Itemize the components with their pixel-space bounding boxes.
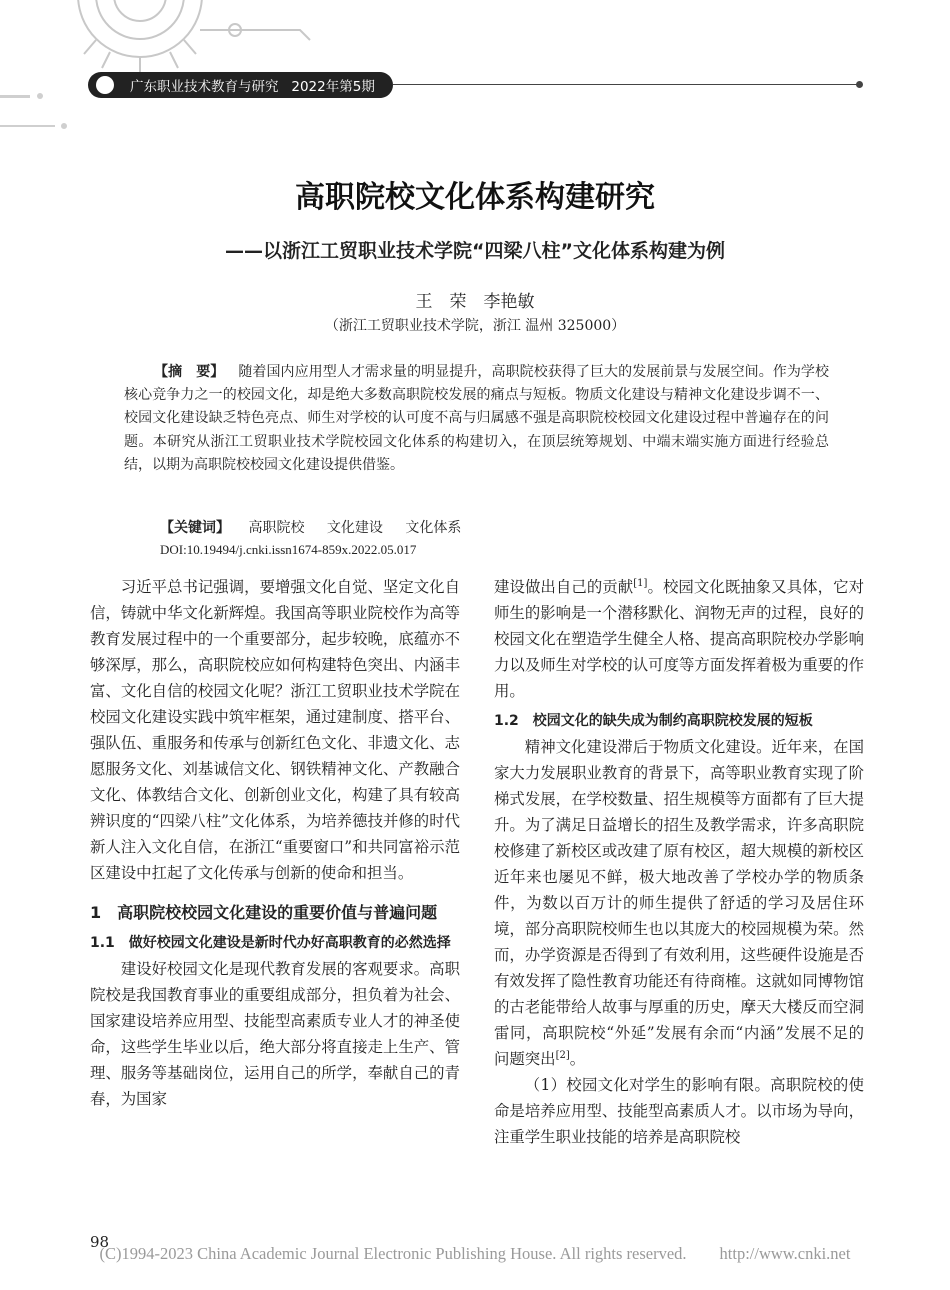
body-paragraph: （1）校园文化对学生的影响有限。高职院校的使命是培养应用型、技能型高素质人才。以市场为导向，注重学生职业技能的培养是高职院校 (494, 1076, 864, 1146)
paper-authors: 王 荣 李艳敏 (415, 292, 535, 312)
journal-issue: 2022年第5期 (291, 79, 375, 95)
keywords-label: 【关键词】 (160, 520, 230, 536)
paper-subtitle: ——以浙江工贸职业技术学院“四梁八柱”文化体系构建为例 (225, 240, 725, 262)
citation-ref[interactable]: [1] (633, 577, 648, 589)
citation-ref[interactable]: [2] (555, 1049, 570, 1061)
section-heading-1-2: 1.2 校园文化的缺失成为制约高职院校发展的短板 (494, 713, 813, 729)
body-paragraph (494, 734, 864, 1072)
header-dot-icon (96, 76, 114, 94)
body-paragraph: 建设好校园文化是现代教育发展的客观要求。高职院校是我国教育事业的重要组成部分，担负着为社会、国家建设培养应用型、技能型高素质专业人才的神圣使命，这些学生毕业以后，绝大部分将直接走上生产、管理、服务等基础岗位，运用自己的所学，奉献自己的青春，为国家 (90, 960, 460, 1108)
paragraph-text: 精神文化建设滞后于物质文化建设。近年来，在国家大力发展职业教育的背景下，高等职业教育实现了阶梯式发展，在学校数量、招生规模等方面都有了巨大提升。为了满足日益增长的招生及教学需求，许多高职院校修建了新校区或改建了原有校区，超大规模的新校区近年来也屡见不鲜，极大地改善了学校办学的物质条件，为数以百万计的师生提供了舒适的学习及居住环境，部分高职院校师生也以其庞大的校园规模为荣。然而，办学资源是否得到了有效利用，这些硬件设施是否有效发挥了隐性教育功能还有待商榷。这就如同博物馆的古老能带给人故事与厚重的历史，摩天大楼反而空洞雷同，高职院校“外延”发展有余而“内涵”发展不足的问题突出 (494, 738, 864, 1068)
paper-title: 高职院校文化体系构建研究 (295, 180, 655, 215)
keyword-item: 文化体系 (405, 520, 462, 536)
keyword-item: 文化建设 (326, 520, 383, 536)
abstract (124, 361, 829, 477)
keywords (160, 517, 479, 537)
doi: DOI:10.19494/j.cnki.issn1674-859x.2022.05.017 (160, 542, 417, 557)
paragraph-text: 。 (569, 1050, 586, 1068)
gear-decoration (0, 0, 400, 140)
header-rule-end-dot (856, 81, 863, 88)
body-paragraph: 习近平总书记强调，要增强文化自觉、坚定文化自信，铸就中华文化新辉煌。我国高等职业院校作为高等教育发展过程中的一个重要部分，起步较晚，底蕴亦不够深厚，那么，高职院校应如何构建特色突出、内涵丰富、文化自信的校园文化呢？浙江工贸职业技术学院在校园文化建设实践中筑牢框架，通过建制度、搭平台、强队伍、重服务和传承与创新红色文化、非遗文化、志愿服务文化、刘基诚信文化、钢铁精神文化、产教融合文化、体教结合文化、创新创业文化，构建了具有较高辨识度的“四梁八柱”文化体系，为培养德技并修的时代新人注入文化自信，在浙江“重要窗口”和共同富裕示范区建设中扛起了文化传承与创新的使命和担当。 (90, 578, 460, 882)
page-number: 98 (90, 1233, 110, 1251)
paragraph-text: 建设做出自己的贡献 (494, 578, 634, 596)
body-column-left (90, 574, 460, 1112)
journal-name: 广东职业技术教育与研究 (130, 79, 279, 95)
paragraph-text: 。校园文化既抽象又具体，它对师生的影响是一个潜移默化、润物无声的过程，良好的校园文化在塑造学生健全人格、提高高职院校办学影响力以及师生对学校的认可度等方面发挥着极为重要的作用。 (494, 578, 864, 700)
copyright-watermark: (C)1994-2023 China Academic Journal Electronic Publishing House. All rights reserved. http://www.cnki.net (99, 1244, 851, 1263)
paper-affiliation: （浙江工贸职业技术学院，浙江 温州 325000） (324, 318, 626, 334)
body-paragraph (494, 574, 864, 704)
journal-header (130, 75, 375, 95)
section-heading-1-1: 1.1 做好校园文化建设是新时代办好高职教育的必然选择 (90, 935, 451, 951)
abstract-text: 随着国内应用型人才需求量的明显提升，高职院校获得了巨大的发展前景与发展空间。作为学校核心竞争力之一的校园文化，却是绝大多数高职院校发展的痛点与短板。物质文化建设与精神文化建设步调不一、校园文化建设缺乏特色亮点、师生对学校的认可度不高与归属感不强是高职院校校园文化建设过程中普遍存在的问题。本研究从浙江工贸职业技术学院校园文化体系的构建切入，在顶层统筹规划、中端末端实施方面进行经验总结，以期为高职院校校园文化建设提供借鉴。 (124, 364, 829, 473)
section-heading-1: 1 高职院校校园文化建设的重要价值与普遍问题 (90, 903, 438, 922)
keyword-item: 高职院校 (248, 520, 305, 536)
body-column-right (494, 574, 864, 1150)
abstract-label: 【摘 要】 (154, 364, 225, 380)
header-rule (393, 84, 860, 85)
